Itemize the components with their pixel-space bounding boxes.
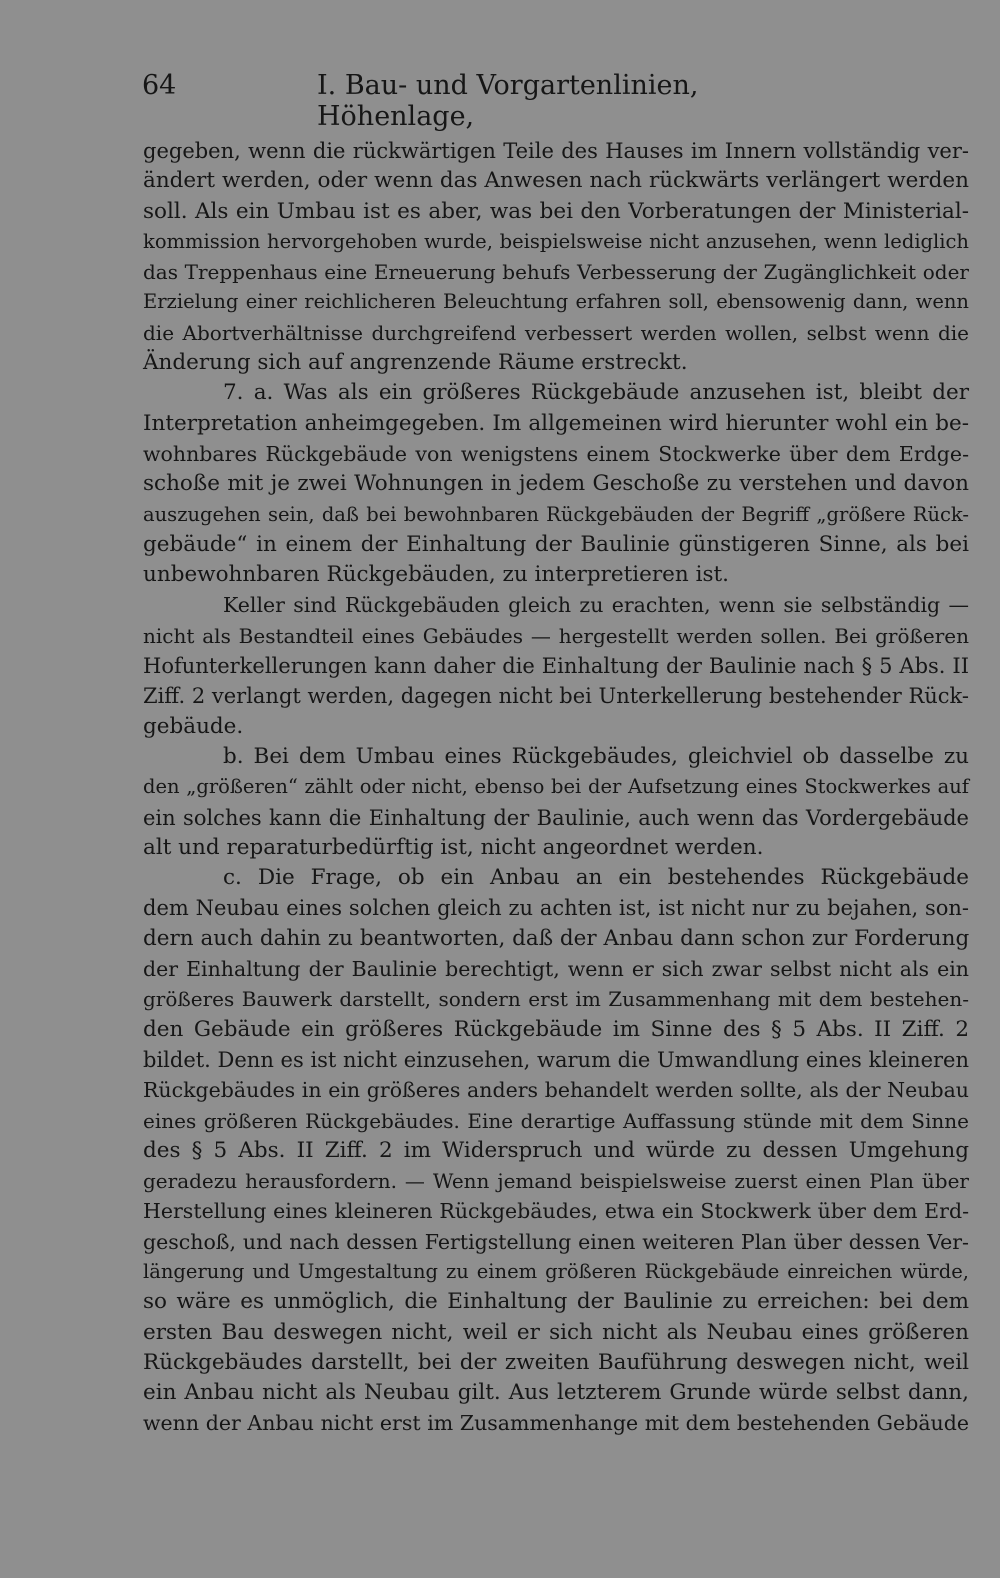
text-line: bildet. Denn es ist nicht einzusehen, warum die Umwandlung eines kleineren (143, 1047, 969, 1072)
page-number: 64 (142, 70, 177, 101)
text-line: Ziff. 2 verlangt werden, dagegen nicht bei Unterkellerung bestehender Rück- (143, 684, 969, 709)
text-line: Rückgebäudes in ein größeres anders behandelt werden sollte, als der Neubau (143, 1078, 969, 1103)
text-line: b. Bei dem Umbau eines Rückgebäudes, gleichviel ob dasselbe zu (223, 743, 969, 769)
text-line: gebäude“ in einem der Einhaltung der Baulinie günstigeren Sinne, als bei (143, 531, 969, 557)
text-line: eines größeren Rückgebäudes. Eine derartige Auffassung stünde mit dem Sinne (143, 1108, 969, 1133)
text-line: 7. a. Was als ein größeres Rückgebäude anzusehen ist, bleibt der (223, 380, 969, 406)
text-line: wohnbares Rückgebäude von wenigstens einem Stockwerke über dem Erdge- (143, 441, 969, 466)
text-line: die Abortverhältnisse durchgreifend verbessert werden wollen, selbst wenn die (143, 320, 969, 345)
text-line: gebäude. (143, 713, 244, 739)
text-line: geradezu herausfordern. — Wenn jemand beispielsweise zuerst einen Plan über (143, 1169, 969, 1194)
text-line: längerung und Umgestaltung zu einem größeren Rückgebäude einreichen würde, (143, 1259, 969, 1283)
text-line: kommission hervorgehoben wurde, beispielsweise nicht anzusehen, wenn lediglich (143, 229, 969, 253)
text-line: ein solches kann die Einhaltung der Baulinie, auch wenn das Vordergebäude (143, 805, 969, 830)
text-line: wenn der Anbau nicht erst im Zusammenhange mit dem bestehenden Gebäude (143, 1411, 969, 1436)
text-line: unbewohnbaren Rückgebäuden, zu interpretieren ist. (143, 562, 729, 588)
running-title: I. Bau- und Vorgartenlinien, Höhenlage, (317, 70, 699, 132)
text-line: das Treppenhaus eine Erneuerung behufs Verbesserung der Zugänglichkeit oder (143, 260, 969, 285)
text-line: Keller sind Rückgebäuden gleich zu erachten, wenn sie selbständig — (223, 593, 969, 618)
text-line: c. Die Frage, ob ein Anbau an ein bestehendes Rückgebäude (223, 865, 969, 891)
text-line: gegeben, wenn die rückwärtigen Teile des Hauses im Innern vollständig ver- (143, 139, 969, 163)
text-line: alt und reparaturbedürftig ist, nicht angeordnet werden. (143, 834, 764, 860)
text-line: nicht als Bestandteil eines Gebäudes — hergestellt werden sollen. Bei größeren (143, 623, 969, 648)
text-line: ändert werden, oder wenn das Anwesen nach rückwärts verlängert werden (143, 168, 969, 194)
text-line: dem Neubau eines solchen gleich zu achten ist, ist nicht nur zu bejahen, son- (143, 896, 969, 921)
text-line: größeres Bauwerk darstellt, sondern erst im Zusammenhang mit dem bestehen- (143, 987, 969, 1012)
text-line: dern auch dahin zu beantworten, daß der Anbau dann schon zur Forderung (143, 925, 970, 951)
text-line: Erzielung einer reichlicheren Beleuchtung erfahren soll, ebensowenig dann, wenn (143, 290, 969, 314)
text-line: den „größeren“ zählt oder nicht, ebenso bei der Aufsetzung eines Stockwerkes auf (143, 775, 969, 799)
text-line: ersten Bau deswegen nicht, weil er sich nicht als Neubau eines größeren (143, 1319, 969, 1345)
text-line: schoße mit je zwei Wohnungen in jedem Geschoße zu verstehen und davon (143, 471, 969, 497)
text-line: Hofunterkellerungen kann daher die Einhaltung der Baulinie nach § 5 Abs. II (143, 654, 969, 679)
text-line: Herstellung eines kleineren Rückgebäudes, etwa ein Stockwerk über dem Erd- (143, 1199, 969, 1224)
text-line: der Einhaltung der Baulinie berechtigt, wenn er sich zwar selbst nicht als ein (143, 957, 969, 982)
text-line: ein Anbau nicht als Neubau gilt. Aus letzterem Grunde würde selbst dann, (143, 1380, 969, 1406)
text-line: Rückgebäudes darstellt, bei der zweiten Bauführung deswegen nicht, weil (143, 1349, 969, 1375)
text-line: Änderung sich auf angrenzende Räume erstreckt. (143, 350, 688, 376)
text-line: auszugehen sein, daß bei bewohnbaren Rückgebäuden der Begriff „größere Rück- (143, 502, 969, 526)
text-line: des § 5 Abs. II Ziff. 2 im Widerspruch und würde zu dessen Umgehung (143, 1137, 969, 1163)
text-line: geschoß, und nach dessen Fertigstellung einen weiteren Plan über dessen Ver- (143, 1229, 969, 1254)
text-line: so wäre es unmöglich, die Einhaltung der Baulinie zu erreichen: bei dem (143, 1289, 969, 1315)
text-line: Interpretation anheimgegeben. Im allgemeinen wird hierunter wohl ein be- (143, 410, 969, 436)
text-line: den Gebäude ein größeres Rückgebäude im Sinne des § 5 Abs. II Ziff. 2 (143, 1016, 969, 1042)
page-header (142, 70, 832, 132)
text-line: soll. Als ein Umbau ist es aber, was bei den Vorberatungen der Ministerial- (143, 198, 969, 224)
body-text (143, 136, 969, 1439)
